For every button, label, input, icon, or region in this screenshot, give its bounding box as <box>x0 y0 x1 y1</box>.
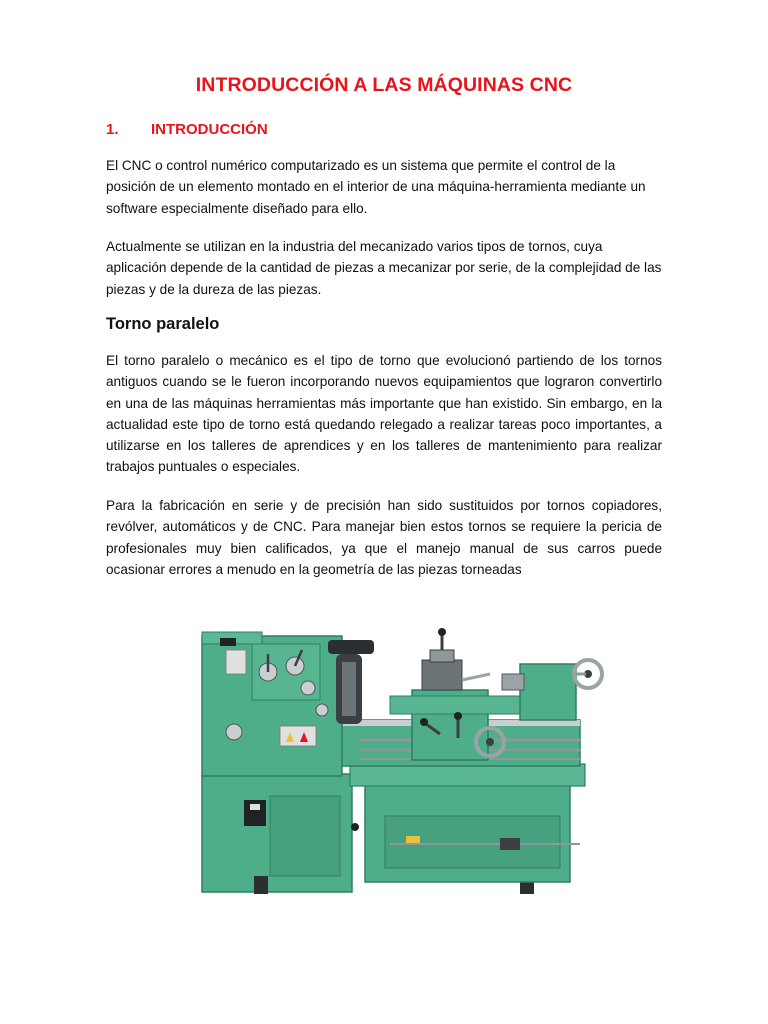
lathe-figure <box>190 614 610 904</box>
document-title: INTRODUCCIÓN A LAS MÁQUINAS CNC <box>195 74 573 96</box>
lathe-tailstock <box>520 664 576 720</box>
section-label: INTRODUCCIÓN <box>151 121 268 138</box>
lathe-machine-illustration <box>190 614 610 904</box>
torno-paragraph-1: El torno paralelo o mecánico es el tipo de torno que evolucionó partiendo de los tornos antiguos cuando se le fueron incorporando nuevos equipamientos que lograron convertirlo en una de las máquinas herramientas más importante que han existido. Sin embargo, en la actualidad este tipo de torno está quedando relegado a realizar tareas poco importantes, a utilizarse en los talleres de aprendices y en los talleres de mantenimiento para realizar trabajos puntuales o especiales. <box>106 353 662 475</box>
lathe-chip-tray <box>350 764 585 786</box>
subsection-title: Torno paralelo <box>106 315 220 333</box>
torno-paragraph-2: Para la fabricación en serie y de precisión han sido sustituidos por tornos copiadores, revólver, automáticos y de CNC. Para manejar bien estos tornos se requiere la pericia de profesionales muy bien calificados, ya que el manejo manual de sus carros puede ocasionar errores a menudo en la geometría de las piezas torneadas <box>106 498 662 577</box>
section-heading <box>106 121 268 138</box>
intro-paragraph-1: El CNC o control numérico computarizado es un sistema que permite el control de la posición de un elemento montado en el interior de una máquina-herramienta mediante un software especialmente diseñado para ello. <box>106 158 646 216</box>
intro-paragraph-2: Actualmente se utilizan en la industria del mecanizado varios tipos de tornos, cuya aplicación depende de la cantidad de piezas a mecanizar por serie, de la complejidad de las piezas y de la dureza de las piezas. <box>106 239 662 297</box>
lathe-cabinet-door <box>270 796 340 876</box>
lathe-tool-post <box>422 660 462 690</box>
section-number: 1. <box>106 121 119 138</box>
